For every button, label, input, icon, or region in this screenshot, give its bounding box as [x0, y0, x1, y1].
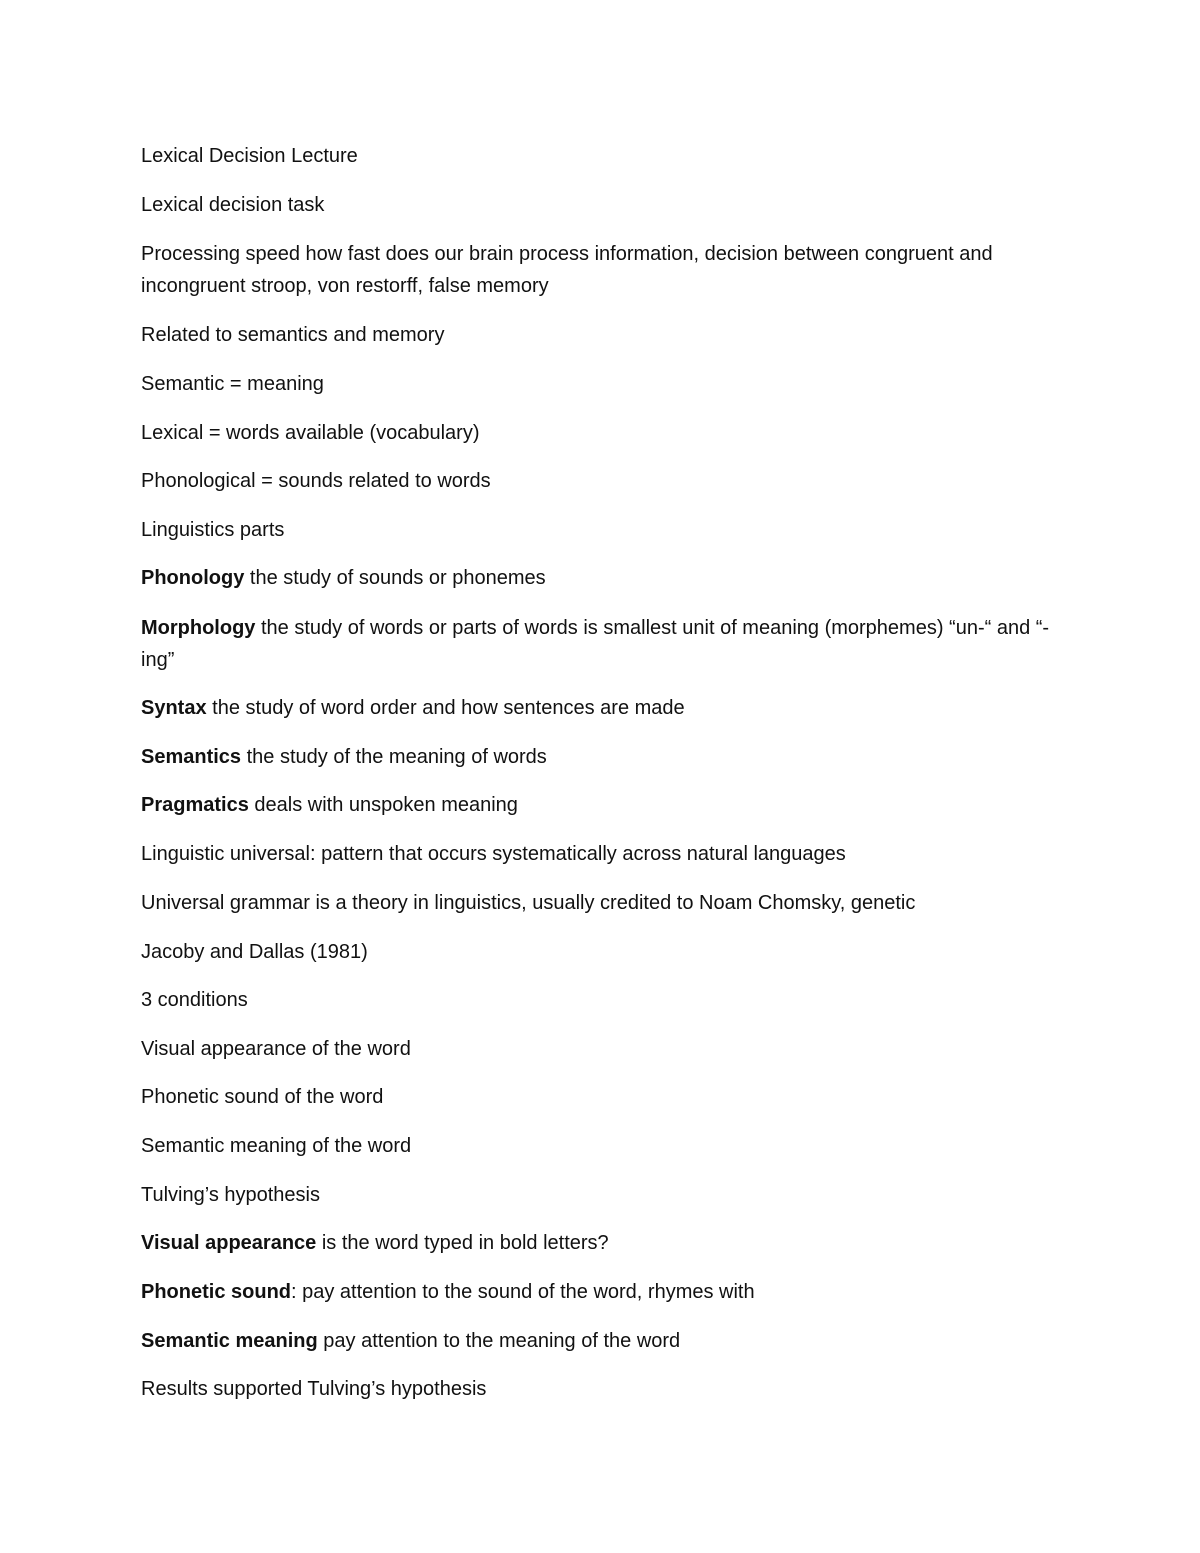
paragraph: Lexical = words available (vocabulary): [141, 422, 480, 444]
paragraph: Semantics the study of the meaning of words: [141, 746, 547, 768]
paragraph: Linguistics parts: [141, 519, 285, 541]
paragraph: Phonology the study of sounds or phonemes: [141, 567, 546, 589]
paragraph: Lexical decision task: [141, 194, 325, 216]
paragraph: Tulving’s hypothesis: [141, 1184, 320, 1206]
paragraph: Morphology the study of words or parts of words is smallest unit of meaning (morphemes) “un-“ and “-ing”: [141, 617, 1050, 671]
document-title: Lexical Decision Lecture: [141, 145, 358, 167]
paragraph: Visual appearance of the word: [141, 1038, 411, 1060]
paragraph: Processing speed how fast does our brain process information, decision between congruent and incongruent stroop, von restorff, false memory: [141, 243, 993, 297]
paragraph: Semantic = meaning: [141, 373, 324, 395]
paragraph: Linguistic universal: pattern that occurs systematically across natural languages: [141, 843, 846, 865]
paragraph: Pragmatics deals with unspoken meaning: [141, 794, 518, 816]
paragraph: Jacoby and Dallas (1981): [141, 941, 368, 963]
paragraph: Phonetic sound of the word: [141, 1086, 384, 1108]
paragraph: Related to semantics and memory: [141, 324, 445, 346]
paragraph: Phonetic sound: pay attention to the sound of the word, rhymes with: [141, 1281, 755, 1303]
paragraph: Semantic meaning of the word: [141, 1135, 412, 1157]
paragraph: Phonological = sounds related to words: [141, 470, 491, 492]
paragraph: Results supported Tulving’s hypothesis: [141, 1378, 487, 1400]
paragraph: Visual appearance is the word typed in bold letters?: [141, 1232, 609, 1254]
paragraph: 3 conditions: [141, 989, 248, 1011]
paragraph: Semantic meaning pay attention to the meaning of the word: [141, 1330, 681, 1352]
paragraph: Universal grammar is a theory in linguistics, usually credited to Noam Chomsky, genetic: [141, 892, 916, 914]
paragraph: Syntax the study of word order and how sentences are made: [141, 697, 685, 719]
